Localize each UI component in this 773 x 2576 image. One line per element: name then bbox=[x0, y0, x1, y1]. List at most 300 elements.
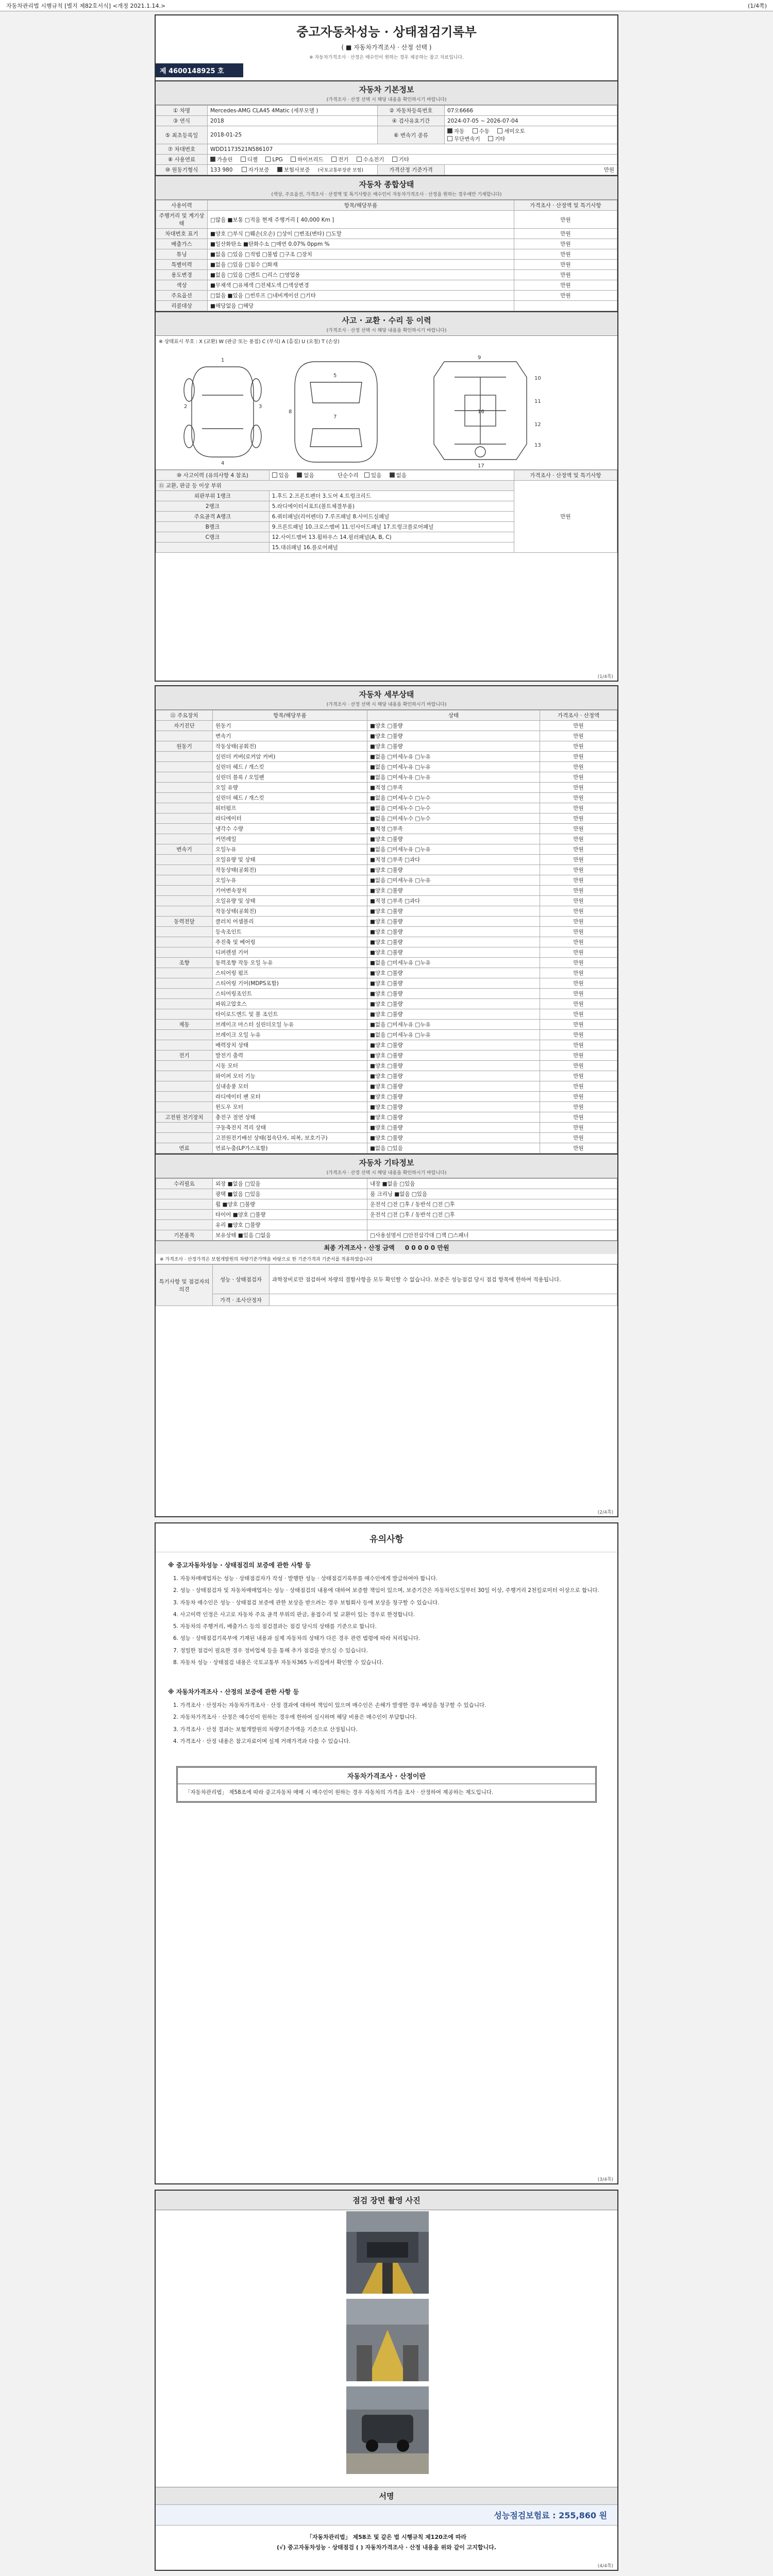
table-row: 주요골격 A랭크 6.쿼터패널(리어펜더) 7.루프패널 8.사이드실패널 bbox=[156, 512, 617, 522]
device-item: 브레이크 마스터 실린더오일 누유 bbox=[213, 1020, 367, 1030]
checkbox-icon bbox=[364, 472, 369, 478]
car-damage-diagram bbox=[156, 346, 617, 470]
top-bar bbox=[0, 0, 773, 11]
device-group bbox=[156, 999, 213, 1009]
device-item: 스티어링 펌프 bbox=[213, 968, 367, 978]
device-group bbox=[156, 1009, 213, 1020]
table-row bbox=[156, 1123, 617, 1133]
device-item: 스티어링조인트 bbox=[213, 989, 367, 999]
device-group: 제동 bbox=[156, 1020, 213, 1030]
device-price: 만원 bbox=[540, 783, 617, 793]
accident-price-label: 가격조사 · 산정액 및 특기사항 bbox=[514, 470, 617, 481]
section-title-status: 자동차 종합상태 bbox=[156, 175, 617, 191]
detail-table bbox=[156, 710, 617, 1154]
device-group bbox=[156, 793, 213, 803]
table-row: 용도변경 ■없음 □있음 □렌트 □리스 □영업용 만원 bbox=[156, 270, 617, 280]
table-row: 외판부위 1랭크 1.후드 2.프론트펜더 3.도어 4.트렁크리드 bbox=[156, 491, 617, 501]
device-group bbox=[156, 1040, 213, 1050]
table-row bbox=[156, 844, 617, 855]
checkbox-icon bbox=[488, 136, 493, 141]
device-state: ■양호 □불량 bbox=[367, 1071, 540, 1081]
status-head-0: 사용이력 bbox=[156, 200, 208, 211]
firstreg: 2018-01-25 bbox=[208, 126, 378, 144]
fuel-opt-2[interactable]: LPG bbox=[265, 157, 282, 163]
document-number: 제 4600148925 호 bbox=[156, 63, 243, 77]
section-title-etc: 자동차 기타정보 bbox=[156, 1154, 617, 1169]
device-price: 만원 bbox=[540, 752, 617, 762]
part-number: 5 bbox=[333, 373, 337, 379]
warranty-opt-1[interactable]: 보험사보증 bbox=[277, 167, 310, 173]
device-state: ■양호 □불량 bbox=[367, 927, 540, 937]
vin-label: ⑦ 차대번호 bbox=[156, 144, 208, 155]
final-price-title: 최종 가격조사 · 산정 금액 bbox=[324, 1244, 395, 1251]
device-item: 실내송풍 모터 bbox=[213, 1081, 367, 1092]
fuel-opt-3[interactable]: 하이브리드 bbox=[291, 157, 324, 163]
device-group bbox=[156, 875, 213, 886]
device-group bbox=[156, 1133, 213, 1143]
table-row bbox=[156, 989, 617, 999]
table-row: 주요옵션 □없음 ■있음 □썬루프 □네비게이션 □기타 만원 bbox=[156, 291, 617, 301]
guide-paragraph: 3. 가격조사 · 산정 결과는 보험개발원의 차량기준가액을 기준으로 산정됩니다. bbox=[173, 1726, 358, 1733]
year-label: ③ 연식 bbox=[156, 116, 208, 126]
device-state: ■없음 □있음 bbox=[367, 1143, 540, 1154]
table-row bbox=[156, 865, 617, 875]
device-item: 오일누유 bbox=[213, 875, 367, 886]
vin: WDD1173521N586107 bbox=[208, 144, 617, 155]
table-row bbox=[156, 886, 617, 896]
device-price: 만원 bbox=[540, 1009, 617, 1020]
device-item: 구동축전지 격리 상태 bbox=[213, 1123, 367, 1133]
section-title-accident: 사고 · 교환 · 수리 등 이력 bbox=[156, 311, 617, 327]
device-item: 추진축 및 베어링 bbox=[213, 937, 367, 947]
device-price: 만원 bbox=[540, 886, 617, 896]
device-state: ■양호 □불량 bbox=[367, 947, 540, 958]
fuel-opt-6[interactable]: 기타 bbox=[392, 157, 409, 163]
trans-opt-3[interactable]: 무단변속기 bbox=[447, 136, 480, 142]
guide-title: 유의사항 bbox=[156, 1523, 617, 1552]
insurance-fee: 성능점검보험료 : 255,860 원 bbox=[156, 2504, 617, 2526]
part-number: 4 bbox=[221, 461, 225, 466]
table-row bbox=[156, 731, 617, 741]
device-group bbox=[156, 762, 213, 772]
fuel-opt-1[interactable]: 디젤 bbox=[241, 157, 258, 163]
table-row bbox=[156, 772, 617, 783]
fuel-options bbox=[208, 155, 617, 165]
device-item: 작동상태(공회전) bbox=[213, 741, 367, 752]
checkbox-icon bbox=[277, 167, 282, 172]
warranty-options bbox=[208, 165, 378, 175]
device-price: 만원 bbox=[540, 855, 617, 865]
device-state: ■양호 □불량 bbox=[367, 978, 540, 989]
device-item: 윈도우 모터 bbox=[213, 1102, 367, 1112]
guide-heading-2: ※ 자동차가격조사 · 산정의 보증에 관한 사항 등 bbox=[168, 1688, 299, 1696]
device-price: 만원 bbox=[540, 1020, 617, 1030]
table-row bbox=[156, 1061, 617, 1071]
device-state: ■없음 □미세누유 □누유 bbox=[367, 762, 540, 772]
table-row: 튜닝 ■없음 □있음 □적법 □불법 □구조 □장치 만원 bbox=[156, 249, 617, 260]
trans-opt-1[interactable]: 수동 bbox=[473, 128, 490, 134]
guide-paragraph: 8. 자동차 성능 · 상태점검 내용은 국토교통부 자동차365 누리집에서 확인할 수 있습니다. bbox=[173, 1659, 384, 1666]
table-row: 차대번호 표기 ■양호 □부식 □훼손(오손) □상이 □변조(변타) □도말 만원 bbox=[156, 229, 617, 239]
device-item: 변속기 bbox=[213, 731, 367, 741]
checkbox-icon bbox=[331, 157, 337, 162]
table-row bbox=[156, 783, 617, 793]
table-row: 2랭크 5.라디에이터서포트(볼트체결부품) bbox=[156, 501, 617, 512]
part-number: 2 bbox=[184, 404, 188, 410]
section-note-etc: (가격조사 · 산정 선택 시 해당 내용을 확인하시기 바랍니다) bbox=[156, 1169, 617, 1178]
device-group: 동력전달 bbox=[156, 917, 213, 927]
table-row bbox=[156, 1092, 617, 1102]
fuel-opt-5[interactable]: 수소전기 bbox=[357, 157, 384, 163]
device-item: 작동상태(공회전) bbox=[213, 865, 367, 875]
device-price: 만원 bbox=[540, 999, 617, 1009]
page-number: (2/4쪽) bbox=[597, 1510, 613, 1515]
warranty-opt-0[interactable]: 자가보증 bbox=[242, 167, 270, 173]
table-row bbox=[156, 958, 617, 968]
device-state: ■양호 □불량 bbox=[367, 741, 540, 752]
device-price: 만원 bbox=[540, 793, 617, 803]
legal-line-2: (√) 중고자동차성능 · 상태점검 ( ) 자동차가격조사 · 산정 내용을 위와 같이 고지합니다. bbox=[277, 2544, 496, 2551]
valid: 2024-07-05 ~ 2026-07-04 bbox=[445, 116, 617, 126]
table-row bbox=[156, 927, 617, 937]
detail-head-2: 상태 bbox=[367, 710, 540, 721]
trans-opt-4[interactable]: 기타 bbox=[488, 136, 505, 142]
firstreg-label: ⑤ 최초등록일 bbox=[156, 126, 208, 144]
car-name: Mercedes-AMG CLA45 4Matic (세부모델 ) bbox=[208, 106, 378, 116]
trans-options bbox=[445, 126, 617, 144]
device-state: ■없음 □미세누유 □누유 bbox=[367, 752, 540, 762]
checkbox-icon bbox=[447, 128, 452, 133]
table-row bbox=[156, 824, 617, 834]
signature-title: 서명 bbox=[156, 2487, 617, 2504]
special-pricer: 가격 · 조사산정자 bbox=[213, 1294, 270, 1306]
device-item: 오일 유량 bbox=[213, 783, 367, 793]
guide-paragraph: 1. 자동차매매업자는 성능 · 상태점검자가 작성 · 발행한 성능 · 상태점검기록부를 매수인에게 발급하여야 합니다. bbox=[173, 1575, 438, 1582]
guide-paragraph: 5. 자동차의 주행거리, 배출가스 등의 점검결과는 점검 당시의 상태를 기준으로 합니다. bbox=[173, 1623, 377, 1630]
device-group bbox=[156, 1102, 213, 1112]
device-item: 고전원전기배선 상태(접속단자, 피복, 보호기구) bbox=[213, 1133, 367, 1143]
table-row: 주행거리 및 계기상태 □많음 ■보통 □적음 현재 주행거리 [ 40,000 Km ] 만원 bbox=[156, 211, 617, 229]
detail-head-0: ⑫ 주요장치 bbox=[156, 710, 213, 721]
device-item: 발전기 출력 bbox=[213, 1050, 367, 1061]
device-item: 연료누출(LP가스포함) bbox=[213, 1143, 367, 1154]
device-price: 만원 bbox=[540, 1102, 617, 1112]
price-label: 가격산정 기준가격 bbox=[378, 165, 445, 175]
device-price: 만원 bbox=[540, 927, 617, 937]
device-item: 기어변속장치 bbox=[213, 886, 367, 896]
table-row bbox=[156, 762, 617, 772]
signature-section bbox=[156, 2487, 617, 2551]
definition-title: 자동차가격조사 · 산정이란 bbox=[178, 1768, 595, 1784]
table-row bbox=[156, 1071, 617, 1081]
device-state: ■없음 □미세누유 □누유 bbox=[367, 1020, 540, 1030]
document-title: 중고자동차성능 · 상태점검기록부 bbox=[296, 24, 477, 39]
table-row: 수리필요 외장 ■없음 □있음 내장 ■없음 □있음 bbox=[156, 1179, 617, 1189]
table-row bbox=[156, 1020, 617, 1030]
device-group bbox=[156, 1092, 213, 1102]
table-row bbox=[156, 978, 617, 989]
table-row bbox=[156, 752, 617, 762]
device-item: 실린더 커버(로커암 커버) bbox=[213, 752, 367, 762]
table-row bbox=[156, 968, 617, 978]
table-row bbox=[156, 1040, 617, 1050]
device-group bbox=[156, 1071, 213, 1081]
device-price: 만원 bbox=[540, 803, 617, 814]
table-row: C랭크 12.사이드멤버 13.휠하우스 14.필러패널(A, B, C) bbox=[156, 532, 617, 543]
accident-opt-yes[interactable]: 있음 bbox=[272, 472, 289, 479]
guide-heading-1: ※ 중고자동차성능 · 상태점검의 보증에 관한 사항 등 bbox=[168, 1562, 311, 1569]
device-item: 와이퍼 모터 기능 bbox=[213, 1071, 367, 1081]
plate-label: ② 자동차등록번호 bbox=[378, 106, 445, 116]
device-group bbox=[156, 886, 213, 896]
device-state: ■양호 □불량 bbox=[367, 886, 540, 896]
page-1 bbox=[155, 14, 618, 682]
checkbox-icon bbox=[447, 136, 452, 141]
table-row bbox=[156, 814, 617, 824]
device-price: 만원 bbox=[540, 731, 617, 741]
table-row bbox=[156, 906, 617, 917]
final-price-value: 0 0 0 0 0 만원 bbox=[405, 1244, 449, 1251]
section-note-detail: (가격조사 · 산정 선택 시 해당 내용을 확인하시기 바랍니다) bbox=[156, 701, 617, 710]
fuel-label: ⑧ 사용연료 bbox=[156, 155, 208, 165]
device-group bbox=[156, 989, 213, 999]
table-row: 기본품목 보유상태 ■있음 □없음 □사용설명서 □안전삼각대 □잭 □스패너 bbox=[156, 1230, 617, 1241]
accident-opt-no[interactable]: 없음 bbox=[297, 472, 314, 479]
device-group bbox=[156, 947, 213, 958]
guide-paragraph: 2. 성능 · 상태점검자 및 자동차매매업자는 성능 · 상태점검의 내용에 대하여 보증할 책임이 있으며, 보증기간은 자동차인도일부터 30일 이상, 주행거리 2천킬로미터 이상으로 합니다. bbox=[173, 1587, 599, 1594]
device-state: ■없음 □미세누유 □누유 bbox=[367, 1030, 540, 1040]
device-group: 연료 bbox=[156, 1143, 213, 1154]
device-state: ■양호 □불량 bbox=[367, 1102, 540, 1112]
part-number: 1 bbox=[221, 358, 225, 363]
section-title-detail: 자동차 세부상태 bbox=[156, 686, 617, 701]
plate: 07오6666 bbox=[445, 106, 617, 116]
definition-text: 「자동차관리법」 제58조에 따라 중고자동차 매매 시 매수인이 원하는 경우 자동차의 가격을 조사 · 산정하여 제공하는 제도입니다. bbox=[185, 1789, 494, 1796]
page-number: (4/4쪽) bbox=[597, 2564, 613, 2569]
device-state: ■없음 □미세누유 □누유 bbox=[367, 844, 540, 855]
device-item: 충전구 절연 상태 bbox=[213, 1112, 367, 1123]
checkbox-icon bbox=[265, 157, 271, 162]
device-group bbox=[156, 752, 213, 762]
device-state: ■없음 □미세누유 □누유 bbox=[367, 772, 540, 783]
section-note-status: (색상, 주요옵션, 가격조사 · 산정액 및 특기사항은 매수인이 자동차가격조사 · 산정을 원하는 경우에만 기재합니다) bbox=[156, 191, 617, 200]
page-number: (3/4쪽) bbox=[597, 2177, 613, 2182]
table-row: 15.대쉬패널 16.플로어패널 bbox=[156, 543, 617, 553]
device-item: 배력장치 상태 bbox=[213, 1040, 367, 1050]
device-price: 만원 bbox=[540, 978, 617, 989]
fuel-opt-0[interactable]: 가솔린 bbox=[210, 157, 232, 163]
device-item: 작동상태(공회전) bbox=[213, 906, 367, 917]
guide-paragraph: 3. 자동차 매수인은 성능 · 상태점검 보증에 관한 보상을 받으려는 경우 보험회사 등에 보상을 청구할 수 있습니다. bbox=[173, 1599, 440, 1606]
device-item: 실린더 블록 / 오일팬 bbox=[213, 772, 367, 783]
device-group bbox=[156, 824, 213, 834]
table-row bbox=[156, 803, 617, 814]
page-3 bbox=[155, 1522, 618, 2184]
year: 2018 bbox=[208, 116, 378, 126]
device-group bbox=[156, 855, 213, 865]
device-price: 만원 bbox=[540, 947, 617, 958]
device-price: 만원 bbox=[540, 772, 617, 783]
device-group bbox=[156, 803, 213, 814]
page-2 bbox=[155, 685, 618, 1517]
device-state: ■양호 □불량 bbox=[367, 1092, 540, 1102]
document-subtitle: ( ■ 자동차가격조사 · 산정 선택 ) bbox=[341, 44, 432, 51]
table-row bbox=[156, 1030, 617, 1040]
device-state: ■양호 □불량 bbox=[367, 917, 540, 927]
device-price: 만원 bbox=[540, 1030, 617, 1040]
special-inspector: 성능 · 상태점검자 bbox=[213, 1265, 270, 1294]
guide-paragraph: 4. 사고이력 인정은 사고로 자동차 주요 골격 부위의 판금, 용접수리 및 교환이 있는 경우로 한정합니다. bbox=[173, 1611, 415, 1618]
special-table bbox=[156, 1264, 617, 1306]
trans-opt-2[interactable]: 세미오토 bbox=[497, 128, 525, 134]
table-row bbox=[156, 937, 617, 947]
guide-paragraph: 1. 가격조사 · 산정자는 자동차가격조사 · 산정 결과에 대하여 책임이 있으며 매수인은 손해가 발생한 경우 배상을 청구할 수 있습니다. bbox=[173, 1702, 486, 1709]
device-group bbox=[156, 772, 213, 783]
accident-options bbox=[269, 470, 514, 481]
table-row bbox=[156, 999, 617, 1009]
device-group: 원동기 bbox=[156, 741, 213, 752]
device-item: 실린더 헤드 / 개스킷 bbox=[213, 793, 367, 803]
checkbox-icon bbox=[241, 157, 246, 162]
final-price-bar bbox=[156, 1241, 617, 1254]
device-item: 파워고압호스 bbox=[213, 999, 367, 1009]
device-price: 만원 bbox=[540, 937, 617, 947]
part-number: 12 bbox=[534, 422, 541, 428]
device-item: 커먼레일 bbox=[213, 834, 367, 844]
checkbox-icon bbox=[392, 157, 397, 162]
device-state: ■없음 □미세누유 □누유 bbox=[367, 958, 540, 968]
device-item: 오일유량 및 상태 bbox=[213, 896, 367, 906]
device-item: 스티어링 기어(MDPS포함) bbox=[213, 978, 367, 989]
device-item: 브레이크 오일 누유 bbox=[213, 1030, 367, 1040]
trans-label: ⑥ 변속기 종류 bbox=[378, 126, 445, 144]
accident-label: ⑩ 사고이력 (유의사항 4 참조) bbox=[156, 470, 270, 481]
part-number: 10 bbox=[534, 376, 541, 381]
device-price: 만원 bbox=[540, 762, 617, 772]
device-item: 동력조향 작동 오일 누유 bbox=[213, 958, 367, 968]
device-state: ■없음 □미세누수 □누수 bbox=[367, 814, 540, 824]
part-number: 7 bbox=[333, 414, 337, 420]
device-state: ■양호 □불량 bbox=[367, 865, 540, 875]
engine: 133 980 bbox=[210, 167, 233, 173]
device-price: 만원 bbox=[540, 1081, 617, 1092]
device-price: 만원 bbox=[540, 1040, 617, 1050]
detail-head-3: 가격조사 · 산정액 bbox=[540, 710, 617, 721]
etc-table bbox=[156, 1178, 617, 1241]
trans-opt-0[interactable]: 자동 bbox=[447, 128, 464, 134]
device-state: ■양호 □불량 bbox=[367, 937, 540, 947]
checkbox-icon bbox=[210, 157, 215, 162]
table-row bbox=[156, 855, 617, 865]
device-state: ■없음 □미세누유 □누유 bbox=[367, 875, 540, 886]
device-group bbox=[156, 968, 213, 978]
parts-label: ⑪ 교환, 판금 등 이상 부위 bbox=[156, 481, 514, 491]
device-price: 만원 bbox=[540, 1092, 617, 1102]
device-price: 만원 bbox=[540, 1061, 617, 1071]
device-state: ■양호 □불량 bbox=[367, 1009, 540, 1020]
detail-head-1: 항목/해당부품 bbox=[213, 710, 367, 721]
part-number: 17 bbox=[478, 463, 484, 469]
device-item: 라디에이터 bbox=[213, 814, 367, 824]
device-price: 만원 bbox=[540, 1123, 617, 1133]
device-price: 만원 bbox=[540, 741, 617, 752]
device-group: 고전원 전기장치 bbox=[156, 1112, 213, 1123]
special-label: 특기사항 및 점검자의 의견 bbox=[156, 1265, 213, 1306]
device-group: 조향 bbox=[156, 958, 213, 968]
checkbox-icon bbox=[297, 472, 302, 478]
device-item: 디퍼렌셜 기어 bbox=[213, 947, 367, 958]
device-group bbox=[156, 896, 213, 906]
status-head-2: 항목/해당부품 bbox=[208, 200, 514, 211]
device-group bbox=[156, 1123, 213, 1133]
device-price: 만원 bbox=[540, 968, 617, 978]
device-state: ■양호 □불량 bbox=[367, 1133, 540, 1143]
table-row bbox=[156, 793, 617, 803]
device-state: ■양호 □불량 bbox=[367, 731, 540, 741]
part-number: 3 bbox=[259, 404, 262, 410]
table-row: 특별이력 ■없음 □있음 □침수 □화재 만원 bbox=[156, 260, 617, 270]
device-price: 만원 bbox=[540, 958, 617, 968]
device-group bbox=[156, 1061, 213, 1071]
table-row bbox=[156, 834, 617, 844]
device-item: 실린더 헤드 / 개스킷 bbox=[213, 762, 367, 772]
table-row bbox=[156, 917, 617, 927]
basic-info-table bbox=[156, 105, 617, 175]
device-group bbox=[156, 731, 213, 741]
part-number: 16 bbox=[478, 409, 484, 415]
page-number: (1/4쪽) bbox=[597, 674, 613, 680]
device-state: ■양호 □불량 bbox=[367, 1061, 540, 1071]
device-group bbox=[156, 1030, 213, 1040]
device-price: 만원 bbox=[540, 865, 617, 875]
device-price: 만원 bbox=[540, 824, 617, 834]
device-price: 만원 bbox=[540, 844, 617, 855]
simple-opt-no[interactable]: 없음 bbox=[390, 472, 407, 479]
table-row: 배출가스 ■일산화탄소 ■탄화수소 □매연 0.07% 0ppm % 만원 bbox=[156, 239, 617, 249]
device-state: ■양호 □불량 bbox=[367, 1112, 540, 1123]
table-row bbox=[156, 1102, 617, 1112]
table-row bbox=[156, 1009, 617, 1020]
table-row: B랭크 9.프론트패널 10.크로스멤버 11.인사이드패널 17.트렁크플로어패널 bbox=[156, 522, 617, 532]
device-price: 만원 bbox=[540, 1112, 617, 1123]
table-row: 리콜대상 ■해당없음 □해당 bbox=[156, 301, 617, 311]
definition-box bbox=[176, 1766, 597, 1803]
table-row bbox=[156, 1050, 617, 1061]
device-state: ■적정 □부족 bbox=[367, 824, 540, 834]
device-group bbox=[156, 1081, 213, 1092]
device-state: ■양호 □불량 bbox=[367, 834, 540, 844]
table-row bbox=[156, 1081, 617, 1092]
guide-paragraph: 2. 자동차가격조사 · 산정은 매수인이 원하는 경우에 한하여 실시하며 해당 비용은 매수인이 부담합니다. bbox=[173, 1714, 417, 1721]
special-text: 과학장비로만 점검하여 차량의 결함사항을 모두 확인할 수 없습니다. 보증은 성능점검 당시 점검 항목에 한하여 적용됩니다. bbox=[270, 1265, 617, 1294]
photo-section-title: 점검 장면 촬영 사진 bbox=[156, 2191, 617, 2210]
part-number: 11 bbox=[534, 399, 541, 404]
simple-opt-yes[interactable]: 있음 bbox=[364, 472, 381, 479]
device-price: 만원 bbox=[540, 1050, 617, 1061]
table-row bbox=[156, 1112, 617, 1123]
device-group bbox=[156, 978, 213, 989]
device-state: ■양호 □불량 bbox=[367, 1081, 540, 1092]
part-number: 13 bbox=[534, 443, 541, 448]
fuel-opt-4[interactable]: 전기 bbox=[331, 157, 348, 163]
table-row: 광택 ■없음 □있음 룸 크리닝 ■없음 □있음 bbox=[156, 1189, 617, 1199]
table-row bbox=[156, 947, 617, 958]
table-row: 휠 ■양호 □불량 운전석 □전 □후 / 동반석 □전 □후 bbox=[156, 1199, 617, 1210]
accident-price: 만원 bbox=[514, 481, 617, 553]
car-outline-svg bbox=[156, 346, 617, 470]
checkbox-icon bbox=[272, 472, 277, 478]
status-head-3: 가격조사 · 산정액 및 특기사항 bbox=[514, 200, 617, 211]
